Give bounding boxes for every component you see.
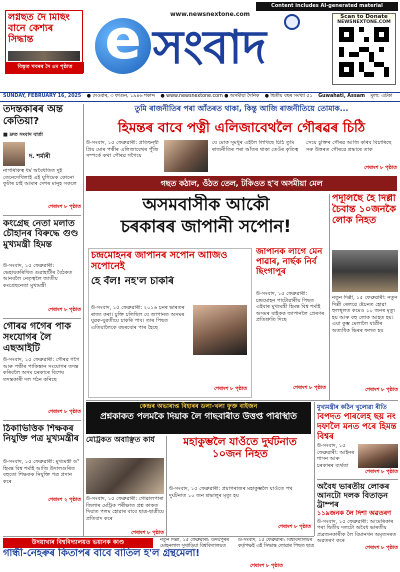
donate-label: Scan to Donate	[333, 14, 395, 20]
right-lead-story	[332, 194, 398, 400]
right-bottom-more-2[interactable]: শেষাংশ ৮ পৃষ্ঠাত	[365, 544, 398, 551]
japan-headline-1[interactable]: অসমবাসীক আকৌ	[142, 195, 270, 215]
left-title-1[interactable]: তদন্তকাৰৰ অন্ত কেতিয়া?	[3, 104, 63, 127]
bottom-headline[interactable]: গান্ধী-নেহৰুৰ কিতাপৰ বাবে বাতিল হ'ল গ্ৰন্থমেলা!	[3, 548, 200, 559]
qr-code-icon[interactable]	[339, 27, 389, 77]
bottom-more[interactable]: শেষাংশ ৮ পৃষ্ঠাত	[250, 563, 283, 569]
chandramohan-body: উ-সংবাদ, ১৫ ফেব্ৰুৱাৰী: ২০১৬ চনৰ ভাৰতৰ ৰাজ্য কৰা। চুক্তি চলিছিল যে জাপানত অসমৰ যুৱক-যুৱতীয়ে চাকৰি পাব। তাৰ পিছত এতিয়ালৈকে বছৰবোৰ পাৰ হৈছে	[91, 305, 185, 331]
dateline-day: SUNDAY, FEBRUARY 16, 2025	[3, 94, 82, 99]
masthead-promo[interactable]	[5, 10, 83, 74]
chandramohan-sub-1[interactable]: চন্দ্ৰমোহনৰ জাপানৰ সপোন আজিও সপোনেই	[91, 251, 228, 272]
left-body-4: উ-সংবাদ, ১৫ ফেব্ৰুৱাৰী: মুখ্যমন্ত্ৰী ড° হিমন্ত বিশ্ব শৰ্মাই আজি উদালগুৰিত বহুতো শিক্ষকক নিযুক্তি পত্ৰ প্ৰদান কৰে	[3, 459, 80, 485]
matric-photo	[86, 458, 164, 494]
logo-word: সংবাদ	[153, 20, 267, 74]
right-bottom-sub: ১১৯জনক লৈ দিশা অৱতৰণ	[317, 510, 392, 517]
logo-e-letter: e	[104, 8, 142, 71]
dateline-price: মূল্য: এটকা	[370, 94, 393, 99]
right-bottom-headline-2[interactable]: অবৈধ ভাৰতীয় লোকৰ আনটো দলক বিতাড়ন ট্ৰাম্পৰ	[317, 482, 390, 510]
right-lead-body: নতুন দিল্লী, ১৫ ফেব্ৰুৱাৰী: নতুন দিল্লী ৰেলৱে ষ্টেচনত হোৱা হুলস্থূলত কমেও ১০ জনৰ মৃত্যু হয় আৰু বহু লোক আহত হয়। এয়া কুম্ভ মেলালৈ যাত্ৰীৰ অত্যধিক ভিৰৰ ফলত হয়	[332, 295, 398, 334]
kumbh-more[interactable]: শেষাংশ ৮ পৃষ্ঠাত	[278, 524, 311, 530]
dateline-place: Guwahati, Assam	[318, 94, 365, 99]
lead-body-a: উ-সংবাদ, ১৫ ফেব্ৰুৱাৰী: প্ৰতিদ্বন্দ্বী প্ৰিয় মোৰ পত্নীৰ এলিজাবেথৰ পুঁজি সম্পৰ্কে কথা গৌৰৱ গগৈয়ে	[86, 140, 159, 159]
right-lead-headline[interactable]: পদূলিছৈ হৈ দিল্লী চৈবান্ত ১০জনকৈ লোক নিহত	[332, 194, 397, 226]
matric-headline[interactable]: মেট্ৰিকত অবাঞ্ছিত কাৰ্য	[86, 436, 155, 444]
author-photo	[3, 142, 25, 166]
lead-more[interactable]: শেষাংশ ৮ পৃষ্ঠাত	[364, 165, 397, 171]
left-more-2[interactable]: শেষাংশ ৮ পৃষ্ঠাত	[48, 307, 81, 313]
donate-site: NEWSNEXTONE.COM	[337, 20, 391, 25]
band-tokyo[interactable]: গছত কঠাল, ওঁঠত তেল, টকিওত হ'ব অসমীয়া মেল	[86, 176, 397, 191]
bottom-body-a: নতুন দিল্লী, ১৫ ফেব্ৰুৱাৰী: উদয়পুৰৰ মোহনলাল সুখাড়িয়া বিশ্ববিদ্যালয়ত	[160, 538, 229, 548]
band-exam	[86, 402, 311, 434]
left-more-3[interactable]: শেষাংশ ৮ পৃষ্ঠাত	[48, 409, 81, 415]
left-body-3: উ-সংবাদ, ১৫ ফেব্ৰুৱাৰী: গৌৰৱ গগৈ আৰু পত্নীৰ পাকিস্তান সংযোগৰ তদন্ত কৰিবলৈ অসম চৰকাৰে বিশেষ তদন্তকাৰী দল গঠন কৰিছে	[3, 357, 80, 383]
right-bottom-body-2: উ-সংবাদ, ১৫ ফেব্ৰুৱাৰী: আমেৰিকাৰ পৰা দ্বিতীয় দলটো অবৈধ ভাৰতীয় প্ৰব্ৰজনকাৰীক লৈ বিমানখন অমৃতসৰত অৱতৰণ কৰে	[317, 518, 397, 545]
left-body-2: উ-সংবাদ, ১৫ ফেব্ৰুৱাৰী: ভেহায়কৰিখিত গুৱাহাটীৰ বৈঠকত আনবলৈ নেতৃত্বলৈ জাতীয় কংগ্ৰেছনেতা মুখ্যমন্ত্ৰী	[3, 263, 73, 289]
masthead	[0, 0, 400, 92]
left-byline-caption: ■ দ্ৰুত সংবাদ বাৰ্তা	[3, 132, 43, 138]
lead-body-row	[86, 140, 397, 174]
author-name: দ. শৰ্মাৰী	[29, 153, 51, 160]
right-lead-photo	[332, 250, 398, 292]
japan-side-story	[256, 248, 326, 398]
dateline-site: ● www.newsnextone.com ● অসমীয়া দৈনিক	[160, 94, 260, 99]
emblem-icon	[284, 14, 300, 30]
right-bottom-caption: মুখ্যমন্ত্ৰীৰ কঠিন খুলোৱা ৰীতি	[317, 404, 387, 411]
promo-link[interactable]: বিস্তৃত খবৰৰ দৈ ৪ম পৃষ্ঠাত	[6, 62, 84, 73]
lead-kicker: তুমি ৰাজনীতিৰ পৰা আঁতৰত থাকা, কিন্তু আজি ৰাজনীতিয়ে তোমাক...	[134, 104, 349, 113]
dateline-bengali: ● দেওবাৰ, ৩ ফাগুন, ১৯৪৬ শকাব্দ	[86, 94, 155, 99]
left-column	[3, 104, 81, 536]
promo-headline: লগ্নছত দৈ মিছিং বানে কেশ্যৰ সিদ্ধান্ত	[8, 13, 70, 45]
lead-body-c: সেয়ে চুক্তিৰ গৌৰৱ আজি কৰিব বিচাৰিছে সৰু উত্তৰত গৌৰৱে শ্ৰদ্ধাৰে তাক	[306, 140, 392, 153]
lead-body-b: যে মোক সুমধুৰ এইলৈ লিখিছে চিঠি তুমি ৰাজনীতিৰ পৰা আঁতৰ থাকা তেওঁৰ কৃতিত্ব	[212, 140, 299, 153]
left-title-2[interactable]: কংগ্ৰেছ নেতা মলাত চৌহানৰ বিৰুদ্ধে গুণ্ড মুখ্যমন্ত্ৰী হিমন্ত	[3, 219, 79, 250]
right-bottom-photo	[358, 444, 398, 468]
chandramohan-sub-2[interactable]: হে বঁল! নহ'ল চাকৰি	[91, 276, 174, 287]
promo-thumbnail	[8, 51, 80, 61]
right-bottom-stories	[317, 402, 398, 570]
kumbh-body: উ-সংবাদ, ১৫ ফেব্ৰুৱাৰী: প্ৰয়াগৰাজৰ মহাকুম্ভলৈ যাওঁতে পথ দুৰ্ঘটনাত ১০ জন শ্ৰদ্ধালুৰ মৃত্যু হয়	[169, 486, 293, 499]
left-more-4[interactable]: শেষাংশ ২ পৃষ্ঠাত	[48, 497, 81, 503]
chandramohan-story	[88, 248, 252, 398]
matric-more[interactable]: শেষাংশ ৮ পৃষ্ঠাত	[131, 530, 164, 536]
right-bottom-more[interactable]: শেষাংশ ৮ পৃষ্ঠাত	[365, 469, 398, 475]
right-bottom-body: উ-সংবাদ, ১৫ ফেব্ৰুৱাৰী: আইনৰ শাসন আৰু চৰকাৰৰ ব্যৰ্থতা	[317, 443, 355, 467]
lead-story	[86, 104, 397, 144]
japan-side-body: উ-সংবাদ, ১৫ ফেব্ৰুৱাৰী: চন্দ্ৰমোহন পাটোৱাৰীয় পিছত এইবাৰ মুখ্যমন্ত্ৰী হিমন্ত বিশ্ব শৰ্মাই অসমৰ বাইকক জাপানলৈ প্ৰেৰণৰ প্ৰতিশ্ৰুতি দিছে	[256, 291, 325, 323]
chandramohan-photo	[193, 305, 247, 355]
bottom-banner: উদয়াখাৰ বিশ্ববিদ্যালয়ত ভয়ানক কাণ্ড	[3, 538, 153, 548]
kumbh-story	[169, 436, 311, 536]
dateline-issue: ● দ্বিতীয় বছৰ সংখ্যা ৫১	[264, 94, 313, 99]
left-author-block	[3, 142, 81, 166]
japan-headline-2[interactable]: চৰকাৰৰ জাপানী সপোন!	[120, 217, 292, 237]
right-bottom-headline[interactable]: বিপদত পৰিলেই ছয় নং দফালৈ মনত পৰে হিমন্ত বিশ্বৰ	[317, 413, 397, 442]
masthead-website[interactable]: www.newsnextone.com	[170, 11, 250, 18]
left-body-1: নাগৰিকিত্ব ধৰ্ম অবৈধতিত দুই তেনেদেখিলাই এই যুগিমেক কোনো ফুটাৰ চাই আমাৰ দেশৰ মানুহ সকলে	[3, 168, 77, 187]
donate-box[interactable]	[332, 13, 396, 85]
matric-story	[86, 436, 164, 536]
content-badge: Content includes AI-generated material	[256, 2, 398, 11]
band-exam-headline[interactable]: প্ৰশ্নকাকত পলমকৈ দিয়াক লৈ গাছবাৰীত উত্তপ্ত পৰিস্থিতি	[100, 412, 297, 422]
japan-side-headline[interactable]: জাপানক লাগে মেন পাৱাৰ, নাৰ্ছক নিৰ্ব ছিংগাপুৰ	[256, 248, 323, 277]
left-title-3[interactable]: গৌৰৱ গগৈৰ পাক সংযোগৰ লৈ এছআইটি	[3, 322, 71, 354]
japan-side-more[interactable]: শেষাংশ ৮ পৃষ্ঠাত	[293, 385, 326, 391]
matric-body: উ-সংবাদ, ১৫ ফেব্ৰুৱাৰী: গোৱালপাৰা জিলাৰ মেট্ৰিক পৰীক্ষাত প্ৰশ্ন কাকত দিয়াত পলম হোৱাৰ বাবে ছাত্ৰ-ছাত্ৰীয়ে প্ৰতিবাদ কৰে	[86, 496, 164, 522]
chandramohan-more[interactable]: শেষাংশ ৮ পৃষ্ঠাত	[214, 386, 247, 392]
bottom-body-b: উ-সংবাদ, ১৫ ফেব্ৰুৱাৰী: বিশ্ববিদ্যালয়ৰ কৰ্তৃপক্ষই এই সিদ্ধান্ত লোৱাৰ পিছত ছাত্ৰ	[238, 538, 314, 548]
right-lead-more[interactable]: শেষাংশ ৮ পৃষ্ঠাত	[365, 387, 398, 393]
lead-photo	[164, 140, 208, 172]
left-more-1[interactable]: শেষাংশ ৮ পৃষ্ঠাত	[48, 204, 81, 210]
band-exam-top: কেন্দ্ৰৰ অভাৰাপ্ত বিহাৰৰ ডলা-খলা ফুক্ত বাইজন	[139, 403, 258, 410]
kumbh-headline[interactable]: মহাকুম্ভলৈ যাওঁতে দুৰ্ঘটনাত ১০জন নিহত	[183, 436, 297, 461]
lead-headline[interactable]: হিমন্তৰ বাবে পত্নী এলিজাবেথলৈ গৌৰৱৰ চিঠি	[117, 120, 366, 136]
dateline-bar	[0, 92, 400, 102]
left-title-4[interactable]: ঠিকাভিত্তিক শিক্ষকৰ নিযুক্তি পত্ৰ মুখ্যমন্ত্ৰীৰ	[3, 424, 79, 445]
